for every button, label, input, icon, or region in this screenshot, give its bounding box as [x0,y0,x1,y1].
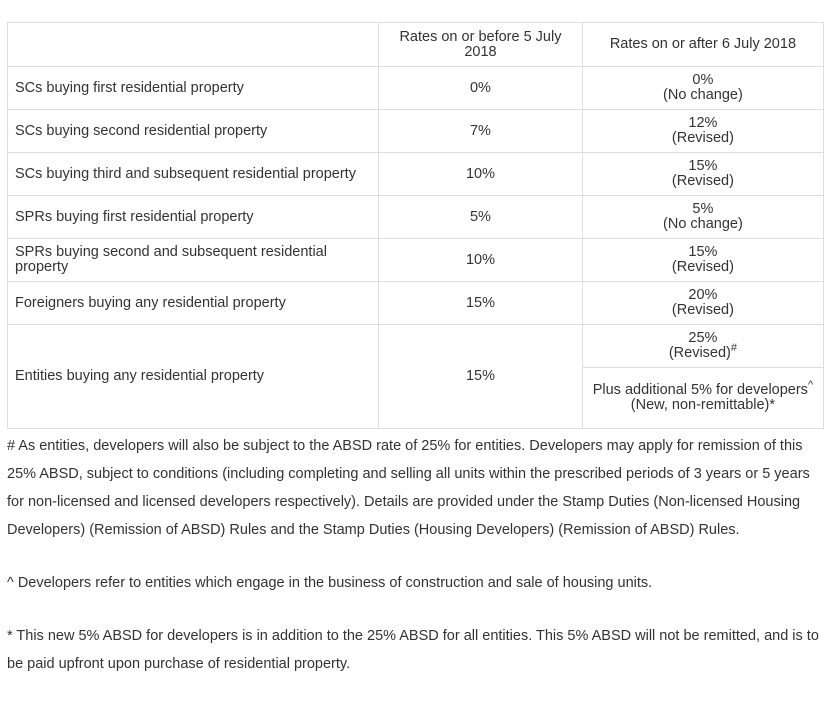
rate-after-note: (Revised) [671,173,734,189]
rate-before: 15% [379,325,583,429]
footnote-hash: # As entities, developers will also be subject to the ABSD rate of 25% for entities. Developers may apply for remission of this 25% ABSD, subject to conditions (including completing and selling all units within the prescribed periods of 3 years or 5 years for non-licensed and licensed developers respectively). Details are provided under the Stamp Duties (Non-licensed Housing Developers) (Remission of ABSD) Rules and the Stamp Duties (Housing Developers) (Remission of ABSD) Rules. [7,438,810,538]
footnote-caret-mark: ^ [807,379,814,392]
row-label: SCs buying third and subsequent residential property [8,153,379,196]
footnotes [7,432,825,678]
row-label: SPRs buying first residential property [8,196,379,239]
rate-after: 0% [692,72,714,88]
rate-before: 15% [379,282,583,325]
table-row [8,153,824,196]
row-label: Entities buying any residential property [8,325,379,429]
table-row-entities [8,325,824,368]
rate-after: 15% [688,158,718,174]
rate-after-note: (Revised) [671,302,734,318]
developer-rate-line [589,379,817,398]
rate-after-cell [582,282,823,325]
footnote-caret: ^ Developers refer to entities which engage in the business of construction and sale of housing units. [7,575,653,591]
rate-after-cell [582,67,823,110]
rate-after-note: (Revised) [668,345,731,361]
row-label: SCs buying first residential property [8,67,379,110]
rate-after: 12% [688,115,718,131]
rate-before: 10% [379,153,583,196]
rate-after: 5% [692,201,714,217]
table-row [8,110,824,153]
table-row [8,239,824,282]
header-rates-before: Rates on or before 5 July 2018 [379,23,583,67]
row-label: SPRs buying second and subsequent residential property [8,239,379,282]
table-row [8,282,824,325]
rate-before: 10% [379,239,583,282]
footnote-hash-mark: # [730,342,737,355]
rate-before: 7% [379,110,583,153]
rate-after-cell [582,239,823,282]
rate-after-cell [582,196,823,239]
absd-rates-table [7,22,824,429]
rate-after-cell [582,110,823,153]
rate-after-cell [582,325,823,368]
footnote-asterisk: * This new 5% ABSD for developers is in addition to the 25% ABSD for all entities. This 5% ABSD will not be remitted, and is to be paid upfront upon purchase of residential property. [7,628,819,672]
rate-after-note: (Revised) [671,130,734,146]
header-rates-after: Rates on or after 6 July 2018 [582,23,823,67]
developer-rate-cell [582,368,823,429]
developer-rate-note: (New, non-remittable)* [630,397,776,413]
rate-before: 0% [379,67,583,110]
header-empty [8,23,379,67]
rate-after-note-wrap [589,342,817,361]
rate-before: 5% [379,196,583,239]
rate-after-note: (No change) [663,87,743,103]
rate-after: 15% [688,244,718,260]
rate-after-note: (No change) [663,216,743,232]
rate-after-note: (Revised) [671,259,734,275]
rate-after: 20% [688,287,718,303]
rate-after: 25% [688,330,718,346]
table-row [8,196,824,239]
table-row [8,67,824,110]
row-label: SCs buying second residential property [8,110,379,153]
row-label: Foreigners buying any residential property [8,282,379,325]
rate-after-cell [582,153,823,196]
developer-rate-text: Plus additional 5% for developers [592,382,808,398]
table-header-row [8,23,824,67]
